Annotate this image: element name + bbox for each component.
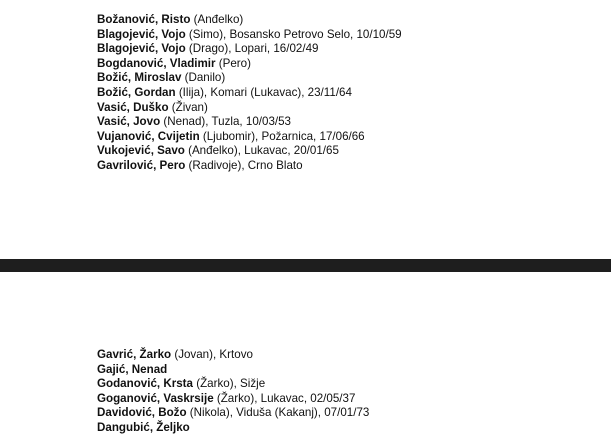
entry-details: (Simo), Bosansko Petrovo Selo, 10/10/59	[185, 27, 402, 41]
list-entry	[97, 144, 402, 159]
entry-name: Gavrić, Žarko	[97, 348, 172, 361]
list-entry	[97, 159, 402, 174]
entry-name: Božanović, Risto	[97, 13, 191, 26]
entry-details: (Živan)	[168, 100, 208, 114]
list-entry	[97, 377, 369, 392]
list-entry	[97, 101, 402, 116]
entry-details: (Anđelko), Lukavac, 20/01/65	[184, 144, 339, 158]
list-entry	[97, 363, 369, 378]
entry-name: Bogdanović, Vladimir	[97, 56, 216, 70]
entry-details: (Danilo)	[181, 71, 226, 85]
entry-details: (Anđelko)	[190, 13, 244, 26]
name-list	[97, 13, 402, 174]
list-entry	[97, 348, 369, 363]
list-entry	[97, 130, 402, 145]
list-entry	[97, 71, 402, 86]
entry-name: Dangubić, Željko	[97, 420, 190, 434]
list-entry	[97, 115, 402, 130]
entry-name: Goganović, Vaskrsije	[97, 391, 214, 405]
entry-details: (Jovan), Krtovo	[171, 348, 253, 361]
list-entry	[97, 57, 402, 72]
entry-details: (Drago), Lopari, 16/02/49	[185, 42, 319, 56]
list-entry	[97, 421, 369, 436]
document-page-bottom	[0, 272, 611, 439]
entry-name: Vasić, Jovo	[97, 115, 161, 129]
entry-details: (Žarko), Sižje	[193, 377, 266, 391]
page-separator	[0, 259, 611, 272]
entry-name: Gajić, Nenad	[97, 362, 168, 376]
entry-name: Vujanović, Cvijetin	[97, 129, 200, 143]
list-entry	[97, 392, 369, 407]
entry-name: Vasić, Duško	[97, 100, 169, 114]
entry-details: (Ljubomir), Požarnica, 17/06/66	[199, 129, 365, 143]
list-entry	[97, 13, 402, 28]
entry-details: (Nenad), Tuzla, 10/03/53	[160, 115, 292, 129]
entry-details: (Pero)	[215, 56, 251, 70]
list-entry	[97, 28, 402, 43]
name-list	[97, 348, 369, 436]
entry-name: Davidović, Božo	[97, 406, 187, 420]
entry-name: Vukojević, Savo	[97, 144, 185, 158]
entry-name: Godanović, Krsta	[97, 377, 193, 391]
entry-details: (Nikola), Viduša (Kakanj), 07/01/73	[186, 406, 370, 420]
list-entry	[97, 42, 402, 57]
entry-name: Blagojević, Vojo	[97, 27, 186, 41]
entry-name: Blagojević, Vojo	[97, 42, 186, 56]
entry-name: Božić, Miroslav	[97, 71, 182, 85]
entry-details: (Žarko), Lukavac, 02/05/37	[213, 391, 356, 405]
list-entry	[97, 406, 369, 421]
list-entry	[97, 86, 402, 101]
entry-details: (Radivoje), Crno Blato	[185, 158, 303, 172]
entry-details: (Ilija), Komari (Lukavac), 23/11/64	[175, 85, 352, 99]
entry-name: Božić, Gordan	[97, 85, 176, 99]
entry-name: Gavrilović, Pero	[97, 158, 186, 172]
